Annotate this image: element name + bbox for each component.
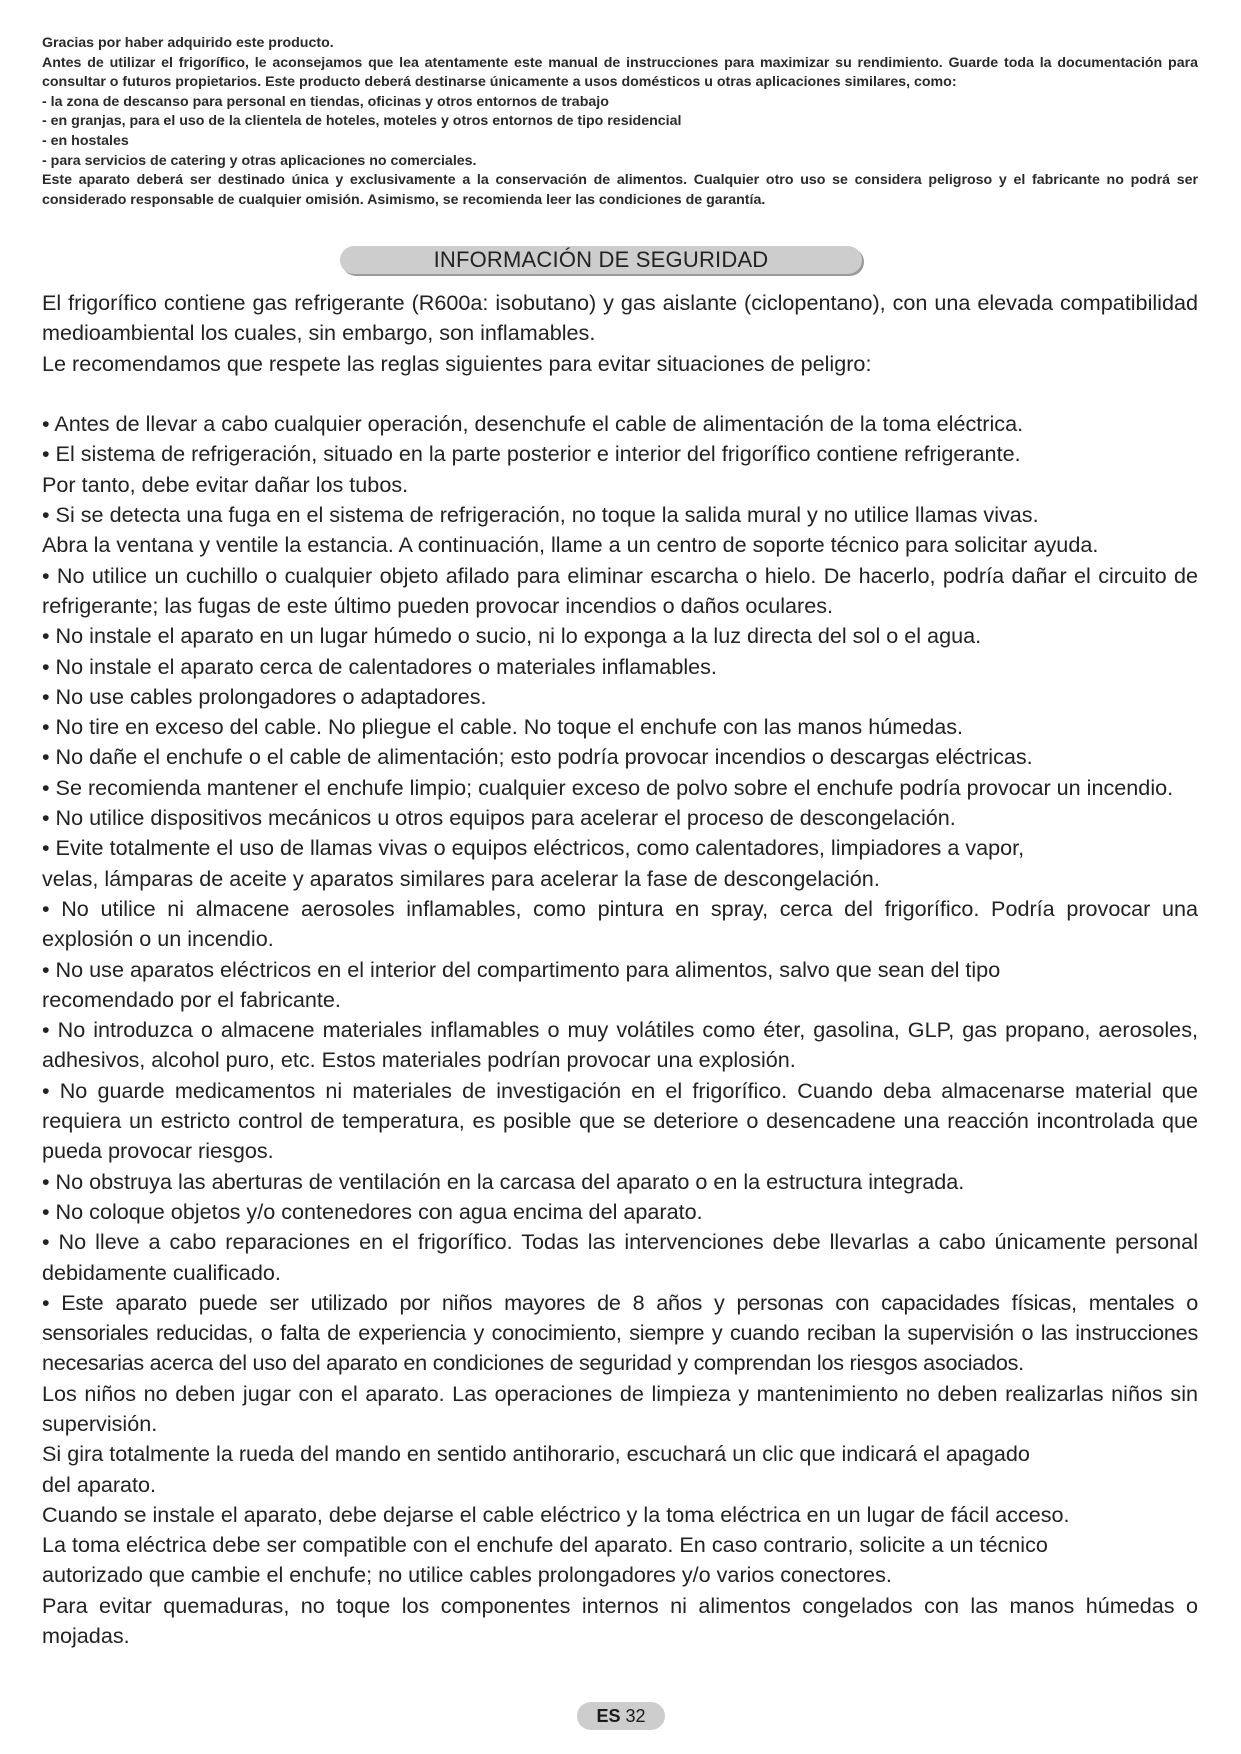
bullet-item: • No dañe el enchufe o el cable de alimentación; esto podría provocar incendios o descargas eléctricas. — [42, 744, 1033, 770]
bullet-item: • No tire en exceso del cable. No pliegue el cable. No toque el enchufe con las manos húmedas. — [42, 714, 964, 740]
intro-list-item: - en granjas, para el uso de la clientela de hoteles, moteles y otros entornos de tipo residencial — [42, 113, 682, 130]
section-title: INFORMACIÓN DE SEGURIDAD — [340, 246, 862, 274]
spacer — [42, 379, 1198, 409]
intro-closing: Este aparato deberá ser destinado única y exclusivamente a la conservación de alimentos. Cualquier otro uso se considera peligroso y el fabricante no podrá ser considerado responsable de cualquier omisión. Asimismo, se recomienda leer las condiciones de garantía. — [42, 172, 1198, 208]
bullet-item: • No introduzca o almacene materiales inflamables o muy volátiles como éter, gasolina, GLP, gas propano, aerosoles, adhesivos, alcohol puro, etc. Estos materiales podrían provocar una explosión. — [42, 1017, 1198, 1073]
intro-block — [42, 34, 1198, 210]
intro-thanks: Gracias por haber adquirido este producto. — [42, 35, 334, 51]
bullet-item: • Antes de llevar a cabo cualquier operación, desenchufe el cable de alimentación de la toma eléctrica. — [42, 411, 1024, 437]
bullet-continuation: velas, lámparas de aceite y aparatos similares para acelerar la fase de descongelación. — [42, 865, 880, 891]
bullet-continuation: Abra la ventana y ventile la estancia. A continuación, llame a un centro de soporte técnico para solicitar ayuda. — [42, 532, 1099, 558]
paragraph: Los niños no deben jugar con el aparato. Las operaciones de limpieza y mantenimiento no deben realizarlas niños sin supervisión. — [42, 1380, 1198, 1436]
bullet-item: • No use cables prolongadores o adaptadores. — [42, 683, 487, 709]
bullet-item: • Se recomienda mantener el enchufe limpio; cualquier exceso de polvo sobre el enchufe podría provocar un incendio. — [42, 774, 1174, 800]
bullet-item: • No coloque objetos y/o contenedores con agua encima del aparato. — [42, 1198, 703, 1224]
page-number-badge — [577, 1702, 665, 1730]
bullet-item: • No obstruya las aberturas de ventilación en la carcasa del aparato o en la estructura integrada. — [42, 1168, 965, 1194]
bullet-item: • No guarde medicamentos ni materiales de investigación en el frigorífico. Cuando deba almacenarse material que requiera un estricto control de temperatura, es posible que se deteriore o desencadene una reacción incontrolada que pueda provocar riesgos. — [42, 1077, 1198, 1164]
paragraph: La toma eléctrica debe ser compatible con el enchufe del aparato. En caso contrario, solicite a un técnico — [42, 1532, 1048, 1558]
bullet-item: • Evite totalmente el uso de llamas vivas o equipos eléctricos, como calentadores, limpiadores a vapor, — [42, 835, 1025, 861]
bullet-item: • Si se detecta una fuga en el sistema de refrigeración, no toque la salida mural y no utilice llamas vivas. — [42, 502, 1039, 528]
intro-list-item: - en hostales — [42, 132, 129, 149]
paragraph: Si gira totalmente la rueda del mando en sentido antihorario, escuchará un clic que indicará el apagado — [42, 1441, 1030, 1467]
bullet-item: • Este aparato puede ser utilizado por niños mayores de 8 años y personas con capacidades físicas, mentales o sensoriales reducidas, o falta de experiencia y conocimiento, siempre y cuando reciban la supervisión o las instrucciones necesarias acerca del uso del aparato en condiciones de seguridad y comprendan los riesgos asociados. — [42, 1289, 1198, 1376]
bullet-continuation: Por tanto, debe evitar dañar los tubos. — [42, 471, 409, 497]
bullet-item: • El sistema de refrigeración, situado en la parte posterior e interior del frigorífico contiene refrigerante. — [42, 441, 1021, 467]
intro-list-item: - para servicios de catering y otras aplicaciones no comerciales. — [42, 152, 477, 169]
bullet-item: • No utilice un cuchillo o cualquier objeto afilado para eliminar escarcha o hielo. De hacerlo, podría dañar el circuito de refrigerante; las fugas de este último pueden provocar incendios o daños oculares. — [42, 562, 1198, 618]
bullet-item: • No use aparatos eléctricos en el interior del compartimento para alimentos, salvo que sean del tipo — [42, 956, 1001, 982]
intro-advice: Antes de utilizar el frigorífico, le aconsejamos que lea atentamente este manual de instrucciones para maximizar su rendimiento. Guarde toda la documentación para consultar o futuros propietarios. Este producto deberá destinarse únicamente a usos domésticos u otras aplicaciones similares, como: — [42, 54, 1198, 91]
bullet-continuation: recomendado por el fabricante. — [42, 986, 341, 1012]
bullet-item: • No instale el aparato cerca de calentadores o materiales inflamables. — [42, 653, 717, 679]
safety-body — [42, 288, 1198, 1651]
bullet-item: • No utilice dispositivos mecánicos u otros equipos para acelerar el proceso de descongelación. — [42, 805, 956, 831]
paragraph-continuation: del aparato. — [42, 1471, 157, 1497]
page-number: 32 — [625, 1706, 646, 1726]
bullet-item: • No utilice ni almacene aerosoles inflamables, como pintura en spray, cerca del frigorífico. Podría provocar una explosión o un incendio. — [42, 895, 1198, 952]
paragraph: Para evitar quemaduras, no toque los componentes internos ni alimentos congelados con las manos húmedas o mojadas. — [42, 1592, 1198, 1649]
bullet-item: • No lleve a cabo reparaciones en el frigorífico. Todas las intervenciones debe llevarlas a cabo únicamente personal debidamente cualificado. — [42, 1229, 1198, 1285]
paragraph: Le recomendamos que respete las reglas siguientes para evitar situaciones de peligro: — [42, 350, 872, 376]
paragraph: El frigorífico contiene gas refrigerante (R600a: isobutano) y gas aislante (ciclopentano), con una elevada compatibilidad medioambiental los cuales, sin embargo, son inflamables. — [42, 290, 1198, 346]
language-code: ES — [596, 1706, 621, 1726]
intro-list-item: - la zona de descanso para personal en tiendas, oficinas y otros entornos de trabajo — [42, 93, 609, 110]
paragraph-continuation: autorizado que cambie el enchufe; no utilice cables prolongadores y/o varios conectores. — [42, 1562, 892, 1588]
paragraph: Cuando se instale el aparato, debe dejarse el cable eléctrico y la toma eléctrica en un lugar de fácil acceso. — [42, 1501, 1070, 1527]
bullet-item: • No instale el aparato en un lugar húmedo o sucio, ni lo exponga a la luz directa del sol o el agua. — [42, 623, 982, 649]
